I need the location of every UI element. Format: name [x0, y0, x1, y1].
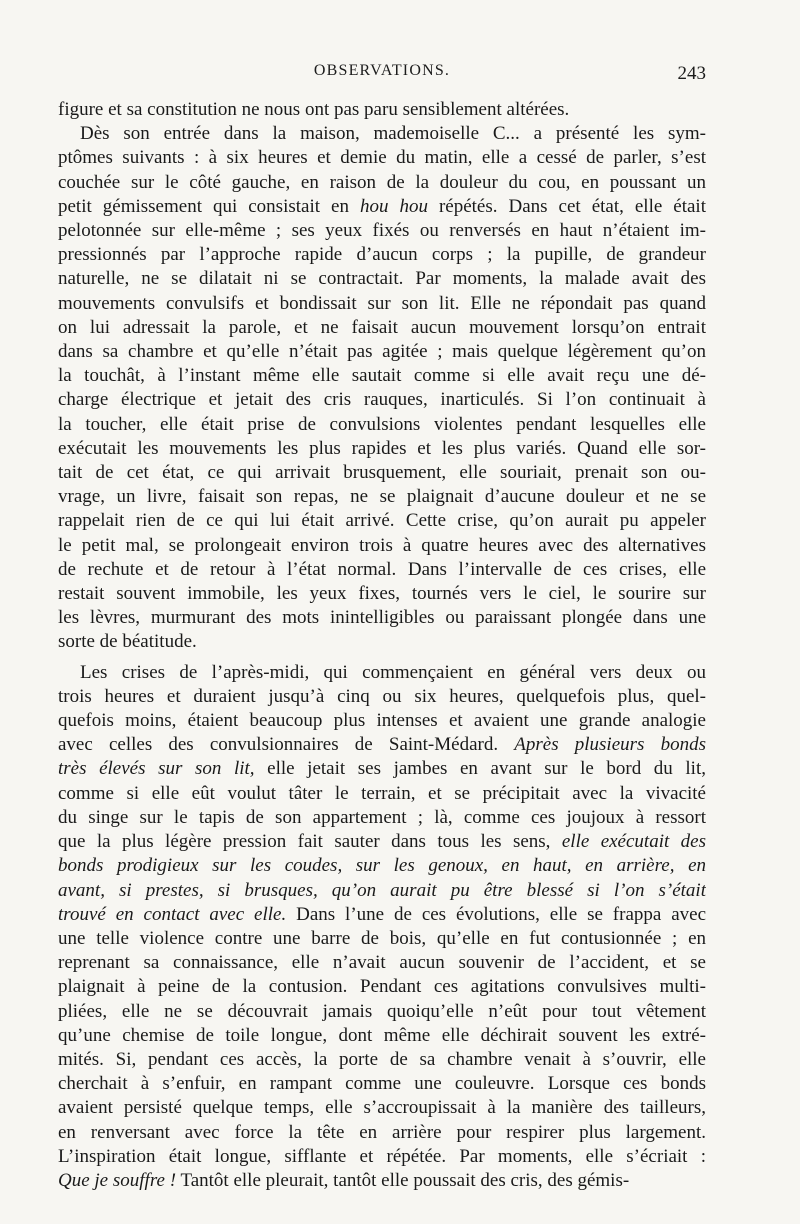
text-line [58, 98, 706, 122]
text-run: tait de cet état, ce qui arrivait brusquement, elle souriait, prenait son ou- [58, 462, 706, 484]
body-text [58, 98, 706, 1193]
italic-run: Après plusieurs bonds [514, 734, 706, 756]
text-run: cherchait à s’enfuir, en rampant comme une couleuvre. Lorsque ces bonds [58, 1073, 706, 1095]
text-line [58, 854, 706, 878]
text-line [58, 927, 706, 951]
text-run: ptômes suivants : à six heures et demie du matin, elle a cessé de parler, s’est [58, 147, 706, 169]
text-run: Dans l’une de ces évolutions, elle se frappa avec [286, 903, 706, 925]
text-line [58, 146, 706, 170]
text-run: Dès son entrée dans la maison, mademoiselle C... a présenté les sym- [80, 123, 706, 145]
text-run: les lèvres, murmurant des mots inintelligibles ou paraissant plongée dans une [58, 607, 706, 629]
text-run: figure et sa constitution ne nous ont pas paru sensiblement altérées. [58, 99, 570, 120]
text-line [58, 122, 706, 146]
text-line [58, 243, 706, 267]
text-line [58, 413, 706, 437]
text-run: pressionnés par l’approche rapide d’aucun corps ; la pupille, de grandeur [58, 244, 706, 266]
italic-run: Que je souffre ! [58, 1169, 177, 1191]
paragraph [58, 98, 706, 122]
text-line [58, 661, 706, 685]
text-run: sorte de béatitude. [58, 631, 197, 653]
text-run: pelotonnée sur elle-même ; ses yeux fixés ou renversés en haut n’étaient im- [58, 220, 706, 242]
text-line [58, 1048, 706, 1072]
text-run: dans sa chambre et qu’elle n’était pas agitée ; mais quelque légèrement qu’on [58, 341, 706, 363]
text-run: plaignait à peine de la contusion. Pendant ces agitations convulsives multi- [58, 976, 706, 998]
text-run: que la plus légère pression fait sauter dans tous les sens, [58, 831, 562, 853]
text-line [58, 1024, 706, 1048]
text-run: couchée sur le côté gauche, en raison de la douleur du cou, en poussant un [58, 171, 706, 193]
text-line [58, 1169, 706, 1193]
text-line [58, 1145, 706, 1169]
text-line [58, 830, 706, 854]
running-header [58, 62, 706, 86]
text-line [58, 388, 706, 412]
text-line [58, 219, 706, 243]
text-line [58, 171, 706, 195]
text-line [58, 534, 706, 558]
text-run: rappelait rien de ce qui lui était arrivé. Cette crise, qu’on aurait pu appeler [58, 510, 706, 532]
text-run: la touchât, à l’instant même elle sautait comme si elle avait reçu une dé- [58, 365, 706, 387]
paragraph [58, 122, 706, 654]
italic-run: hou hou [359, 195, 428, 217]
text-line [58, 437, 706, 461]
text-run: on lui adressait la parole, et ne faisait aucun mouvement lorsqu’on entrait [58, 316, 706, 338]
text-line [58, 709, 706, 733]
text-run: en renversant avec force la tête en arrière pour respirer plus largement. [58, 1121, 706, 1143]
text-run: reprenant sa connaissance, elle n’avait aucun souvenir de l’accident, et se [58, 952, 706, 974]
text-line [58, 316, 706, 340]
text-run: qu’une chemise de toile longue, dont même elle déchirait souvent les extré- [58, 1024, 706, 1046]
text-line [58, 606, 706, 630]
text-line [58, 975, 706, 999]
text-run: le petit mal, se prolongeait environ trois à quatre heures avec des alternatives [58, 534, 706, 556]
text-run: naturelle, ne se dilatait ni se contractait. Par moments, la malade avait des [58, 268, 706, 290]
text-line [58, 1072, 706, 1096]
italic-run: bonds prodigieux sur les coudes, sur les genoux, en haut, en arrière, en [58, 855, 706, 877]
text-line [58, 806, 706, 830]
text-line [58, 879, 706, 903]
text-line [58, 733, 706, 757]
text-line [58, 1000, 706, 1024]
text-run: quefois moins, étaient beaucoup plus intenses et avaient une grande analogie [58, 710, 706, 732]
text-run: restait souvent immobile, les yeux fixes, tournés vers le ciel, le sourire sur [58, 583, 706, 605]
text-run: mouvements convulsifs et bondissait sur son lit. Elle ne répondait pas quand [58, 292, 706, 314]
text-run: répétés. Dans cet état, elle était [427, 195, 706, 217]
text-line [58, 951, 706, 975]
text-run: L’inspiration était longue, sifflante et répétée. Par moments, elle s’écriait : [58, 1145, 706, 1167]
italic-run: trouvé en contact avec elle. [58, 903, 287, 925]
text-run: la toucher, elle était prise de convulsions violentes pendant lesquelles elle [58, 413, 706, 435]
running-title: OBSERVATIONS. [313, 62, 451, 79]
text-run: comme si elle eût voulut tâter le terrain, et se précipitait avec la vivacité [58, 782, 706, 804]
text-run: vrage, un livre, faisait son repas, ne se plaignait d’aucune douleur et ne se [58, 486, 706, 508]
text-line [58, 461, 706, 485]
text-run: avaient persisté quelque temps, elle s’accroupissait à la manière des tailleurs, [58, 1097, 706, 1119]
italic-run: très élevés sur son lit, [58, 758, 255, 780]
italic-run: avant, si prestes, si brusques, qu’on aurait pu être blessé si l’on s’était [58, 879, 706, 901]
text-line [58, 1121, 706, 1145]
text-run: pliées, elle ne se découvrait jamais quoiqu’elle n’eût pour tout vêtement [58, 1000, 706, 1022]
text-line [58, 267, 706, 291]
text-run: charge électrique et jetait des cris rauques, inarticulés. Si l’on continuait à [58, 389, 706, 411]
text-line [58, 485, 706, 509]
text-line [58, 1096, 706, 1120]
text-run: une telle violence contre une barre de bois, qu’elle en fut contusionnée ; en [58, 927, 706, 949]
paragraph [58, 661, 706, 1193]
text-line [58, 340, 706, 364]
text-run: elle jetait ses jambes en avant sur le bord du lit, [254, 758, 706, 780]
text-line [58, 509, 706, 533]
text-line [58, 685, 706, 709]
text-line [58, 582, 706, 606]
text-line [58, 782, 706, 806]
text-run: petit gémissement qui consistait en [58, 195, 360, 217]
text-line [58, 903, 706, 927]
italic-run: elle exécutait des [561, 831, 706, 853]
text-run: Les crises de l’après-midi, qui commençaient en général vers deux ou [80, 661, 706, 683]
text-line [58, 364, 706, 388]
text-run: avec celles des convulsionnaires de Saint-Médard. [58, 734, 515, 756]
text-run: trois heures et duraient jusqu’à cinq ou six heures, quelquefois plus, quel- [58, 685, 706, 707]
text-run: exécutait les mouvements les plus rapides et les plus variés. Quand elle sor- [58, 437, 706, 459]
text-line [58, 195, 706, 219]
text-line [58, 292, 706, 316]
text-line [58, 757, 706, 781]
page-number: 243 [677, 63, 706, 84]
text-line [58, 558, 706, 582]
text-run: Tantôt elle pleurait, tantôt elle poussait des cris, des gémis- [176, 1169, 630, 1191]
text-run: mités. Si, pendant ces accès, la porte de sa chambre venait à s’ouvrir, elle [58, 1048, 706, 1070]
text-run: du singe sur le tapis de son appartement ; là, comme ces joujoux à ressort [58, 806, 706, 828]
text-run: de rechute et de retour à l’état normal. Dans l’intervalle de ces crises, elle [58, 558, 706, 580]
text-line [58, 630, 706, 654]
